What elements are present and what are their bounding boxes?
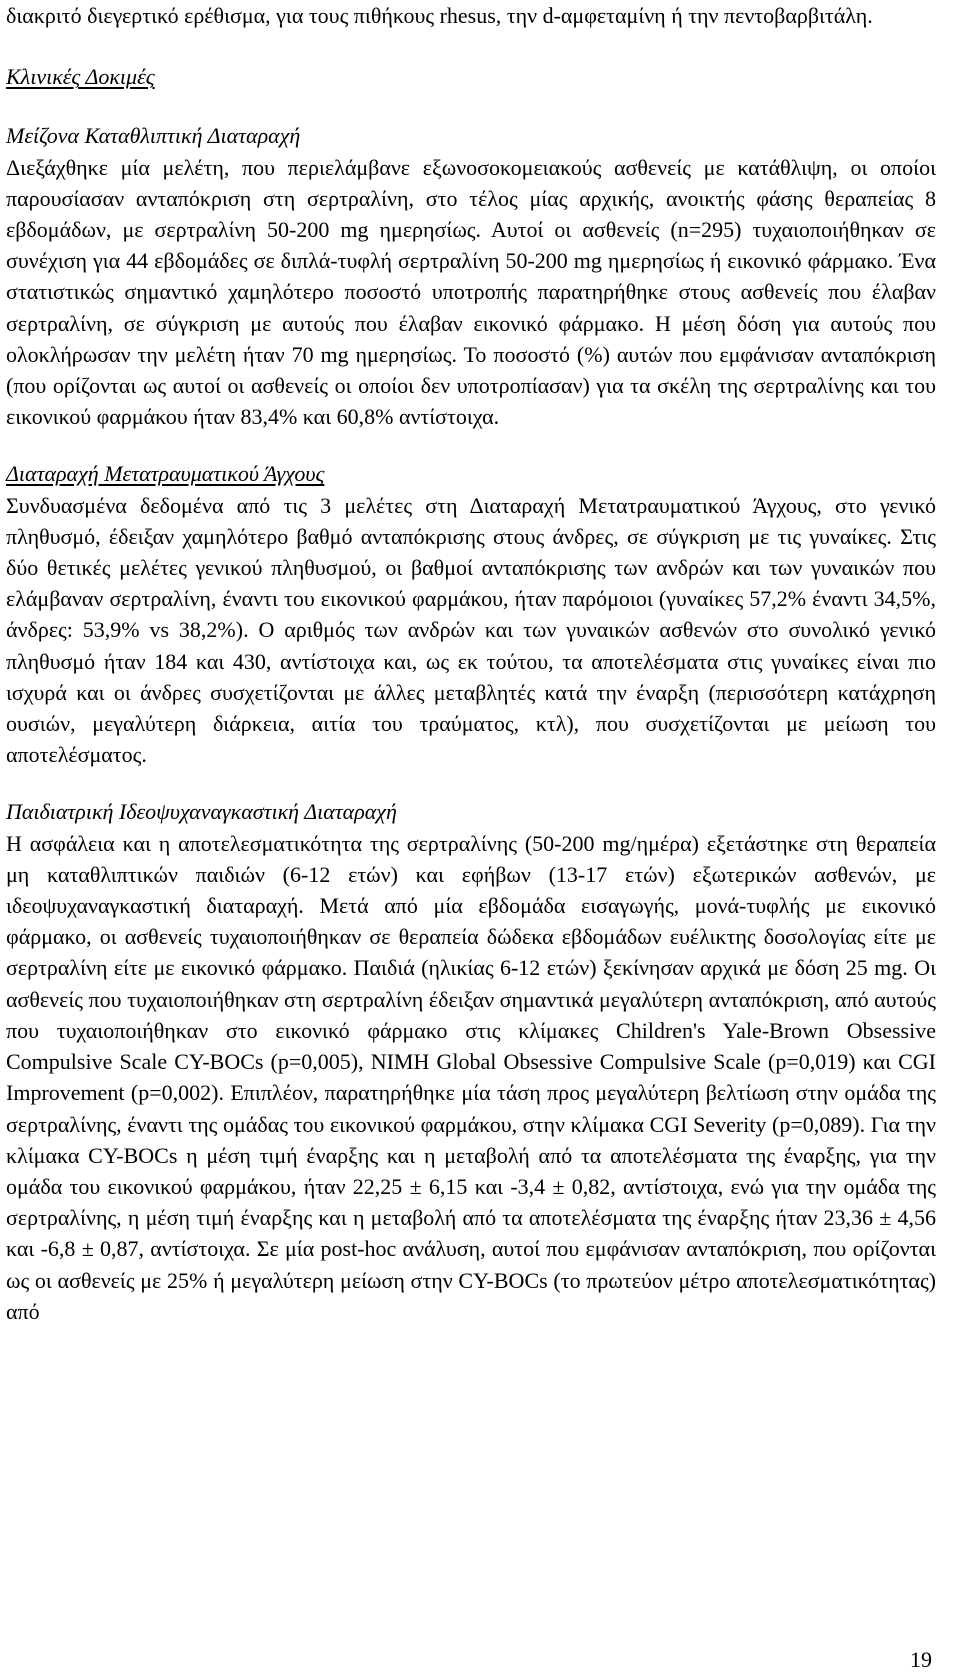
pediatric-ocd-paragraph: Η ασφάλεια και η αποτελεσματικότητα της σερτραλίνης (50-200 mg/ημέρα) εξετάστηκε στη θεραπεία μη καταθλιπτικών παιδιών (6-12 ετών) και εφήβων (13-17 ετών) εξωτερικών ασθενών, με ιδεοψυχαναγκαστική διαταραχή. Μετά από μία εβδομάδα εισαγωγής, μονά-τυφλής με εικονικό φάρμακο, οι ασθενείς τυχαιοποιήθηκαν σε θεραπεία δώδεκα εβδομάδων ευέλικτης δοσολογίας είτε με σερτραλίνη είτε με εικονικό φάρμακο. Παιδιά (ηλικίας 6-12 ετών) ξεκίνησαν αρχικά με δόση 25 mg. Οι ασθενείς που τυχαιοποιήθηκαν στη σερτραλίνη έδειξαν σημαντικά μεγαλύτερη ανταπόκριση, από αυτούς που τυχαιοποιήθηκαν στο εικονικό φάρμακο στις κλίμακες Children's Yale-Brown Obsessive Compulsive Scale CY-BOCs (p=0,005), NIMH Global Obsessive Compulsive Scale (p=0,019) και CGI Improvement (p=0,002). Επιπλέον, παρατηρήθηκε μία τάση προς μεγαλύτερη βελτίωση στην ομάδα της σερτραλίνης, έναντι της ομάδας του εικονικού φαρμάκου, στην κλίμακα CGI Severity (p=0,089). Για την κλίμακα CY-BOCs η μέση τιμή έναρξης και η μεταβολή από τα αποτελέσματα της έναρξης, για την ομάδα του εικονικού φαρμάκου, ήταν 22,25 ± 6,15 και -3,4 ± 0,82, αντίστοιχα, ενώ για την ομάδα της σερτραλίνης, η μέση τιμή έναρξης και η μεταβολή από τα αποτελέσματα της έναρξης ήταν 23,36 ± 4,56 και -6,8 ± 0,87, αντίστοιχα. Σε μία post-hoc ανάλυση, αυτοί που εμφάνισαν ανταπόκριση, που ορίζονται ως οι ασθενείς με 25% ή μεγαλύτερη μείωση στην CY-BOCs (το πρωτεύον μέτρο αποτελεσματικότητας) από [6,830,936,1324]
document-page [6,0,956,1678]
spacer [6,770,936,796]
intro-paragraph: διακριτό διεγερτικό ερέθισμα, για τους πιθήκους rhesus, την d-αμφεταμίνη ή την πεντοβαρβιτάλη. [6,3,873,28]
mdd-heading: Μείζονα Καταθλιπτική Διαταραχή [6,123,301,149]
spacer [6,31,936,61]
section-heading-clinical-trials: Κλινικές Δοκιμές [6,64,155,90]
spacer [6,432,936,458]
page-number: 19 [910,1647,932,1672]
spacer [6,92,936,120]
ptsd-paragraph: Συνδυασμένα δεδομένα από τις 3 μελέτες στη Διαταραχή Μετατραυματικού Άγχους, στο γενικό πληθυσμό, έδειξαν χαμηλότερο βαθμό ανταπόκρισης στους άνδρες, σε σύγκριση με τις γυναίκες. Στις δύο θετικές μελέτες γενικού πληθυσμού, οι βαθμοί ανταπόκρισης των ανδρών και των γυναικών που ελάμβαναν σερτραλίνη, έναντι του εικονικού φαρμάκου, ήταν παρόμοιοι (γυναίκες 57,2% έναντι 34,5%, άνδρες: 53,9% vs 38,2%). Ο αριθμός των ανδρών και των γυναικών ασθενών στο συνολικό γενικό πληθυσμό ήταν 184 και 430, αντίστοιχα και, ως εκ τούτου, τα αποτελέσματα στις γυναίκες είναι πιο ισχυρά και οι άνδρες συσχετίζονται με άλλες μεταβλητές κατά την έναρξη (περισσότερη κατάχρηση ουσιών, μεγαλύτερη διάρκεια, αιτία του τραύματος, κτλ), που συσχετίζονται με μείωση του αποτελέσματος. [6,492,936,768]
ptsd-heading: Διαταραχή Μετατραυματικού Άγχους [6,461,325,487]
pediatric-ocd-heading: Παιδιατρική Ιδεοψυχαναγκαστική Διαταραχή [6,799,397,825]
mdd-paragraph: Διεξάχθηκε μία μελέτη, που περιελάμβανε εξωνοσοκομειακούς ασθενείς με κατάθλιψη, οι οποίοι παρουσίασαν ανταπόκριση στη σερτραλίνη, στο τέλος μίας αρχικής, ανοικτής φάσης θεραπείας 8 εβδομάδων, με σερτραλίνη 50-200 mg ημερησίως. Αυτοί οι ασθενείς (n=295) τυχαιοποιήθηκαν σε συνέχιση για 44 εβδομάδες σε διπλά-τυφλή σερτραλίνη 50-200 mg ημερησίως ή εικονικό φάρμακο. Ένα στατιστικώς σημαντικό χαμηλότερο ποσοστό υποτροπής παρατηρήθηκε στους ασθενείς που έλαβαν σερτραλίνη, σε σύγκριση με αυτούς που έλαβαν εικονικό φάρμακο. Η μέση δόση για αυτούς που ολοκλήρωσαν την μελέτη ήταν 70 mg ημερησίως. Το ποσοστό (%) αυτών που εμφάνισαν ανταπόκριση (που ορίζονται ως αυτοί οι ασθενείς οι οποίοι δεν υποτροπίασαν) για τα σκέλη της σερτραλίνης και του εικονικού φαρμάκου ήταν 83,4% και 60,8% αντίστοιχα. [6,154,936,430]
